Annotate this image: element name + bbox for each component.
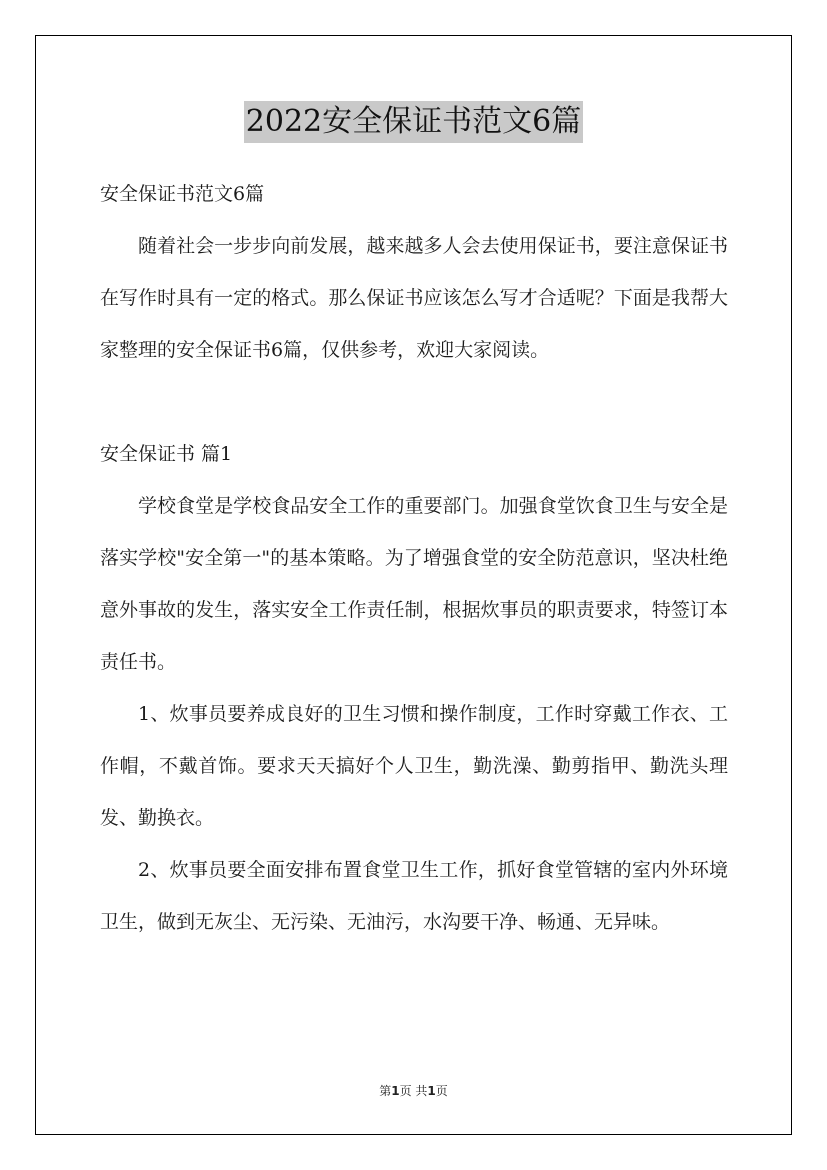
- intro-paragraph: 随着社会一步步向前发展，越来越多人会去使用保证书，要注意保证书在写作时具有一定的格式。那么保证书应该怎么写才合适呢？下面是我帮大家整理的安全保证书6篇，仅供参考，欢迎大家阅读。: [100, 235, 728, 361]
- footer-prefix: 第: [379, 1084, 392, 1098]
- document-heading: 安全保证书范文6篇: [100, 183, 265, 205]
- footer-suffix: 页: [435, 1084, 448, 1098]
- footer-mid: 页 共: [399, 1084, 428, 1098]
- body-paragraph: 学校食堂是学校食品安全工作的重要部门。加强食堂饮食卫生与安全是落实学校"安全第一"的基本策略。为了增强食堂的安全防范意识，坚决杜绝意外事故的发生，落实安全工作责任制，根据炊事员的职责要求，特签订本责任书。: [100, 495, 728, 673]
- document-body: [100, 168, 728, 948]
- body-paragraph: 1、炊事员要养成良好的卫生习惯和操作制度，工作时穿戴工作衣、工作帽，不戴首饰。要求天天搞好个人卫生，勤洗澡、勤剪指甲、勤洗头理发、勤换衣。: [100, 703, 728, 829]
- page-footer: [0, 1082, 827, 1099]
- footer-page-number: 1: [391, 1084, 400, 1098]
- document-title: [0, 101, 827, 143]
- blank-line: [100, 376, 728, 428]
- section-title: 安全保证书 篇1: [100, 443, 233, 465]
- footer-total-pages: 1: [427, 1084, 436, 1098]
- body-paragraph: 2、炊事员要全面安排布置食堂卫生工作，抓好食堂管辖的室内外环境卫生，做到无灰尘、无污染、无油污，水沟要干净、畅通、无异味。: [100, 859, 728, 933]
- document-title-text: 2022安全保证书范文6篇: [244, 101, 583, 143]
